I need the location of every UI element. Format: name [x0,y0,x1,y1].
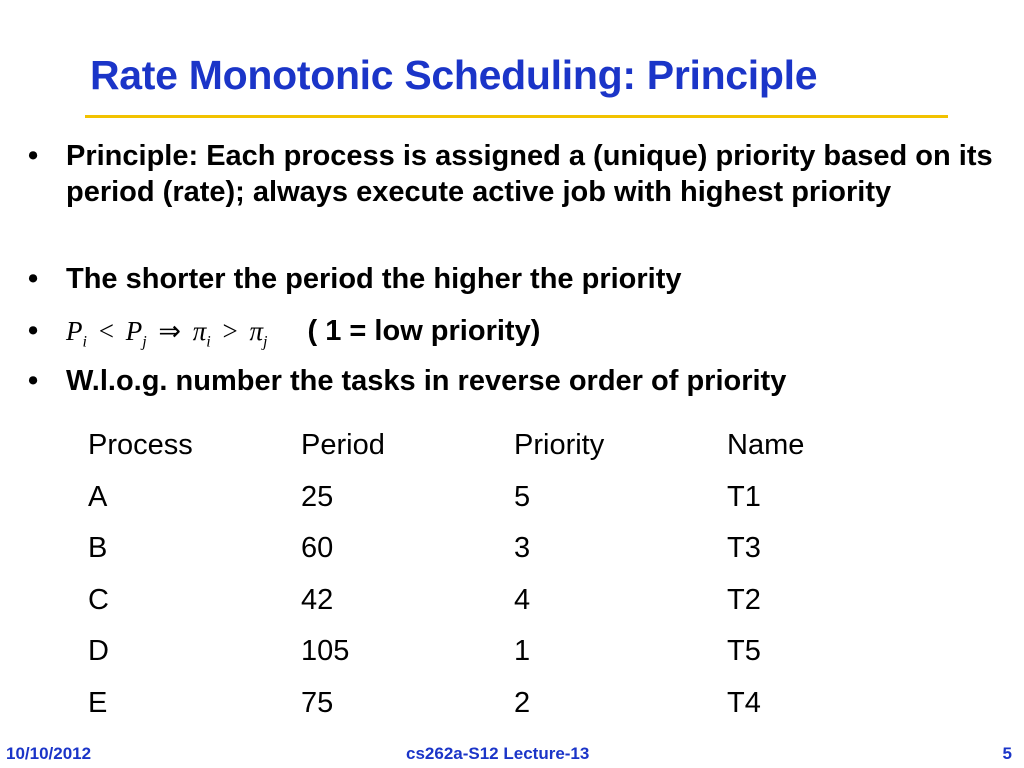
table-row [88,575,877,627]
column-header-name: Name [727,429,805,462]
formula-implies: ⇒ [158,316,182,346]
cell-process: C [88,583,109,616]
footer-date: 10/10/2012 [6,744,92,763]
cell-priority: 5 [514,480,531,513]
cell-period: 60 [301,532,334,565]
cell-name: T1 [727,480,761,513]
table-row [88,626,877,678]
bullet-text: Principle: Each process is assigned a (unique) priority based on its period (rate); always execute active job with highest priority [66,140,993,208]
cell-name: T2 [727,583,761,616]
formula-greater-than: > [222,316,238,346]
cell-priority: 1 [514,635,531,668]
table-row [88,472,877,524]
cell-priority: 3 [514,532,531,565]
formula-pi-j: $\pi_j$ [249,316,268,351]
priority-formula [66,313,267,360]
slide-title: Rate Monotonic Scheduling: Principle [90,52,818,98]
bullet-marker: • [28,365,39,397]
bullet-marker: • [28,263,39,295]
title-underline [85,115,948,118]
cell-name: T4 [727,686,761,719]
cell-period: 105 [301,635,350,668]
table-header-row [88,420,877,472]
cell-name: T3 [727,532,761,565]
footer-page-number: 5 [1002,744,1012,763]
bullet-formula [28,313,1006,360]
column-header-period: Period [301,429,385,462]
cell-process: B [88,532,108,565]
cell-priority: 4 [514,583,531,616]
column-header-priority: Priority [514,429,605,462]
bullet-text: The shorter the period the higher the priority [66,263,682,295]
cell-name: T5 [727,635,761,668]
cell-process: D [88,635,109,668]
formula-note: ( 1 = low priority) [307,315,541,347]
bullet-marker: • [28,140,39,172]
cell-priority: 2 [514,686,531,719]
cell-period: 75 [301,686,334,719]
bullet-principle [28,138,1006,210]
column-header-process: Process [88,429,193,462]
cell-process: E [88,686,108,719]
formula-less-than: < [98,316,114,346]
process-table [88,420,877,729]
bullet-shorter-period [28,261,1006,297]
formula-p-j: $P_j$ [125,316,147,351]
bullet-marker: • [28,315,39,347]
formula-p-i: $P_i$ [66,316,87,351]
cell-process: A [88,480,108,513]
table-row [88,523,877,575]
bullet-wlog [28,363,1006,399]
cell-period: 42 [301,583,334,616]
footer-course: cs262a-S12 Lecture-13 [406,744,590,763]
cell-period: 25 [301,480,334,513]
table-row [88,678,877,730]
formula-pi-i: $\pi_i$ [192,316,211,351]
bullet-text: W.l.o.g. number the tasks in reverse order of priority [66,365,787,397]
